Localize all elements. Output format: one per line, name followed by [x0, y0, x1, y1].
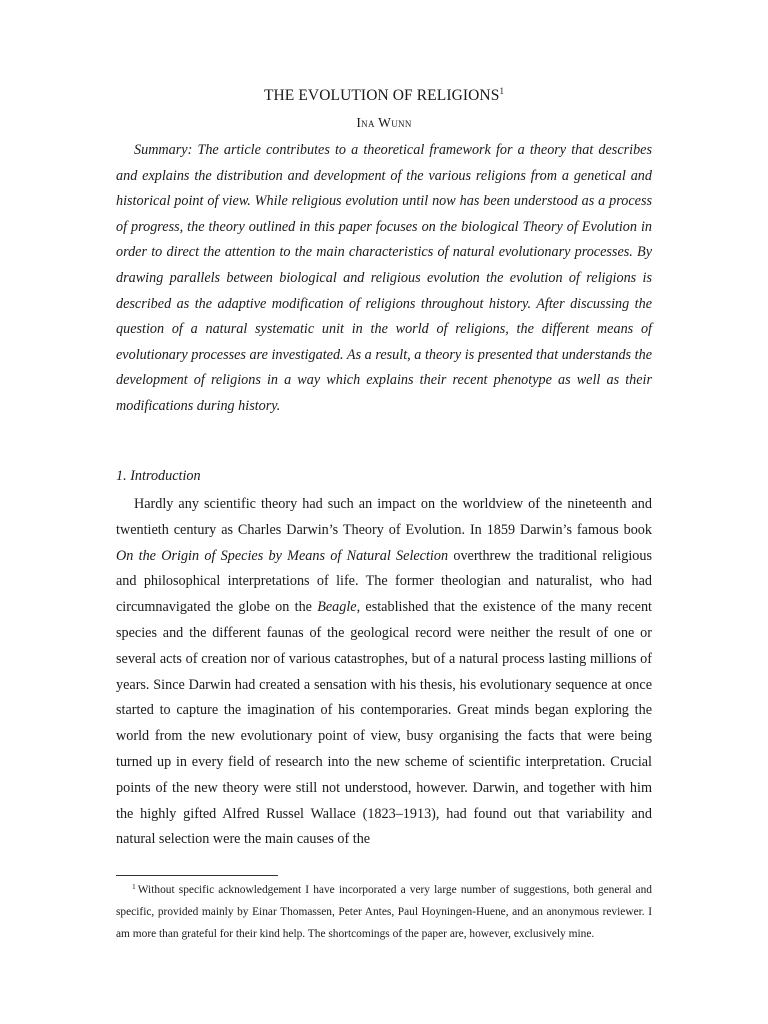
- author-name: Ina Wunn: [356, 115, 412, 130]
- ship-name: Beagle: [317, 599, 357, 616]
- abstract: [116, 138, 652, 420]
- abstract-text: The article contributes to a theoretical framework for a theory that describes and explains the distribution and development of the various religions from a genetical and historical point of view. While religious evolution until now has been understood as a process of progress, the theory outlined in this paper focuses on the biological Theory of Evolution in order to direct the attention to the main characteristics of natural evolutionary processes. By drawing parallels between biological and religious evolution the evolution of religions is described as the adaptive modification of religions throughout history. After discussing the question of a natural systematic unit in the world of religions, the different means of evolutionary processes are investigated. As a result, a theory is presented that understands the development of religions in a way which explains their recent phenotype as well as their modifications during history.: [116, 142, 652, 414]
- section-heading-introduction: 1. Introduction: [116, 468, 201, 484]
- body-paragraph: [116, 492, 652, 853]
- footnote-text: Without specific acknowledgement I have incorporated a very large number of suggestions, both general and specific, provided mainly by Einar Thomassen, Peter Antes, Paul Hoyningen-Huene, and an anonymous reviewer. I am more than grateful for their kind help. The shortcomings of the paper are, however, exclusively mine.: [116, 884, 652, 941]
- book-title: On the Origin of Species by Means of Natural Selection: [116, 547, 449, 564]
- body-text-part-1: Hardly any scientific theory had such an impact on the worldview of the nineteenth and twentieth century as Charles Darwin’s Theory of Evolution. In 1859 Darwin’s famous book: [116, 496, 652, 538]
- body-text-part-3: , established that the existence of the many recent species and the different faunas of the geological record were neither the result of one or several acts of creation nor of various catastrophes, but of a natural process lasting millions of years. Since Darwin had created a sensation with his thesis, his evolutionary sequence at once started to capture the imagination of his contemporaries. Great minds began exploring the world from the new evolutionary point of view, busy organising the facts that were being turned up in every field of research into the new scheme of scientific interpretation. Crucial points of the new theory were still not understood, however. Darwin, and together with him the highly gifted Alfred Russel Wallace (1823–1913), had found out that variability and natural selection were the main causes of the: [116, 599, 652, 848]
- body-text-part-2: overthrew the traditional religious and philosophical interpretations of life. The former theologian and naturalist, who had circumnavigated the globe on the: [116, 547, 653, 616]
- paper-title-text: THE EVOLUTION OF RELIGIONS: [263, 87, 500, 104]
- footnote: [116, 876, 652, 946]
- abstract-label: Summary:: [134, 142, 193, 158]
- title-footnote-marker[interactable]: 1: [499, 86, 505, 96]
- footnote-marker: 1: [132, 882, 136, 891]
- paper-title: [116, 86, 652, 105]
